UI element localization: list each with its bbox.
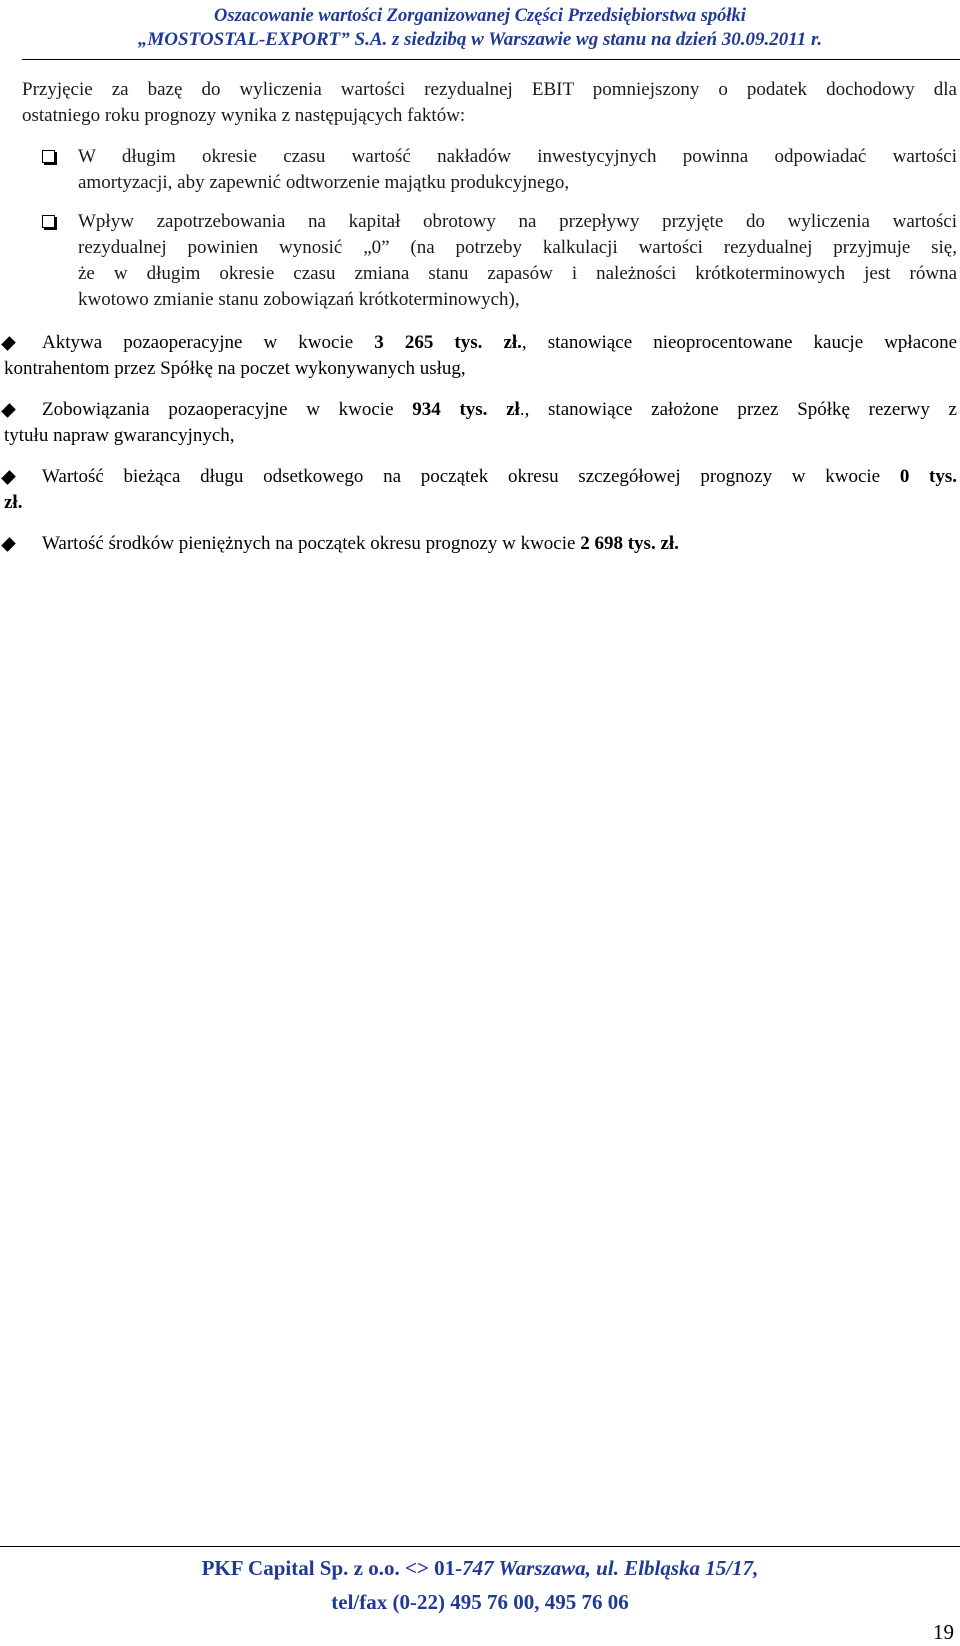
diamond-bullet-icon (1, 537, 16, 552)
list-item-line: że w długim okresie czasu zmiana stanu zapasów i należności krótkoterminowych jest równa (78, 263, 957, 284)
item-text: , stanowiące nieoprocentowane kaucje wpłacone (521, 332, 958, 353)
list-item-line: kontrahentom przez Spółkę na poczet wykonywanych usług, (4, 358, 466, 379)
header-title-line2: „MOSTOSTAL-EXPORT” S.A. z siedzibą w Warszawie wg stanu na dzień 30.09.2011 r. (137, 29, 823, 50)
item-text: Zobowiązania pozaoperacyjne w kwocie (42, 399, 413, 420)
diamond-bullet-icon (1, 470, 16, 485)
diamond-list-item (4, 330, 957, 382)
diamond-bullet-icon (1, 336, 16, 351)
item-amount: 3 265 tys. zł. (374, 332, 522, 353)
footer-address: 747 Warszawa, ul. Elbląska 15/17, (462, 1556, 759, 1580)
item-text: Wartość bieżąca długu odsetkowego na początek okresu szczegółowej prognozy w kwocie (42, 466, 900, 487)
footer-address-line (0, 1555, 960, 1581)
header-title-line1: Oszacowanie wartości Zorganizowanej Części Przedsiębiorstwa spółki (214, 6, 746, 26)
intro-paragraph (22, 77, 957, 129)
item-text: Aktywa pozaoperacyjne w kwocie (42, 332, 375, 353)
list-item-line (42, 464, 957, 490)
item-amount: 2 698 tys. zł. (580, 533, 679, 554)
item-text: ., stanowiące założone przez Spółkę rezerwy z (519, 399, 957, 420)
list-item-line: amortyzacji, aby zapewnić odtworzenie majątku produkcyjnego, (78, 172, 570, 193)
square-list-item (42, 209, 957, 313)
footer-company: PKF Capital Sp. z o.o. <> 01- (201, 1556, 463, 1580)
item-text: Wartość środków pieniężnych na początek okresu prognozy w kwocie (42, 533, 581, 554)
list-item-line: tytułu napraw gwarancyjnych, (4, 425, 235, 446)
page-header (0, 4, 960, 52)
list-item-line (42, 531, 957, 557)
list-item-line: W długim okresie czasu wartość nakładów inwestycyjnych powinna odpowiadać wartości (78, 146, 957, 167)
square-list-item (42, 144, 957, 196)
list-item-line: rezydualnej powinien wynosić „0” (na potrzeby kalkulacji wartości rezydualnej przyjmuje się, (78, 237, 957, 258)
diamond-bullet-icon (1, 403, 16, 418)
header-divider (22, 59, 960, 60)
checkbox-bullet-icon (42, 150, 55, 163)
page-number: 19 (933, 1620, 954, 1644)
intro-line1: Przyjęcie za bazę do wyliczenia wartości rezydualnej EBIT pomniejszony o podatek dochodowy dla (22, 79, 957, 100)
list-item-line: zł. (4, 492, 23, 513)
checkbox-bullet-icon (42, 215, 55, 228)
list-item-line: kwotowo zmianie stanu zobowiązań krótkoterminowych), (78, 289, 520, 310)
intro-line2: ostatniego roku prognozy wynika z następujących faktów: (22, 105, 466, 126)
footer-divider (0, 1546, 960, 1547)
list-item-line (42, 330, 957, 356)
diamond-list-item (4, 531, 957, 557)
diamond-list-item (4, 464, 957, 516)
list-item-line: Wpływ zapotrzebowania na kapitał obrotowy na przepływy przyjęte do wyliczenia wartości (78, 211, 957, 232)
item-amount: 934 tys. zł (412, 399, 520, 420)
diamond-list-item (4, 397, 957, 449)
footer-phone: tel/fax (0-22) 495 76 00, 495 76 06 (331, 1590, 629, 1614)
list-item-line (42, 397, 957, 423)
item-amount: 0 tys. (899, 466, 957, 487)
